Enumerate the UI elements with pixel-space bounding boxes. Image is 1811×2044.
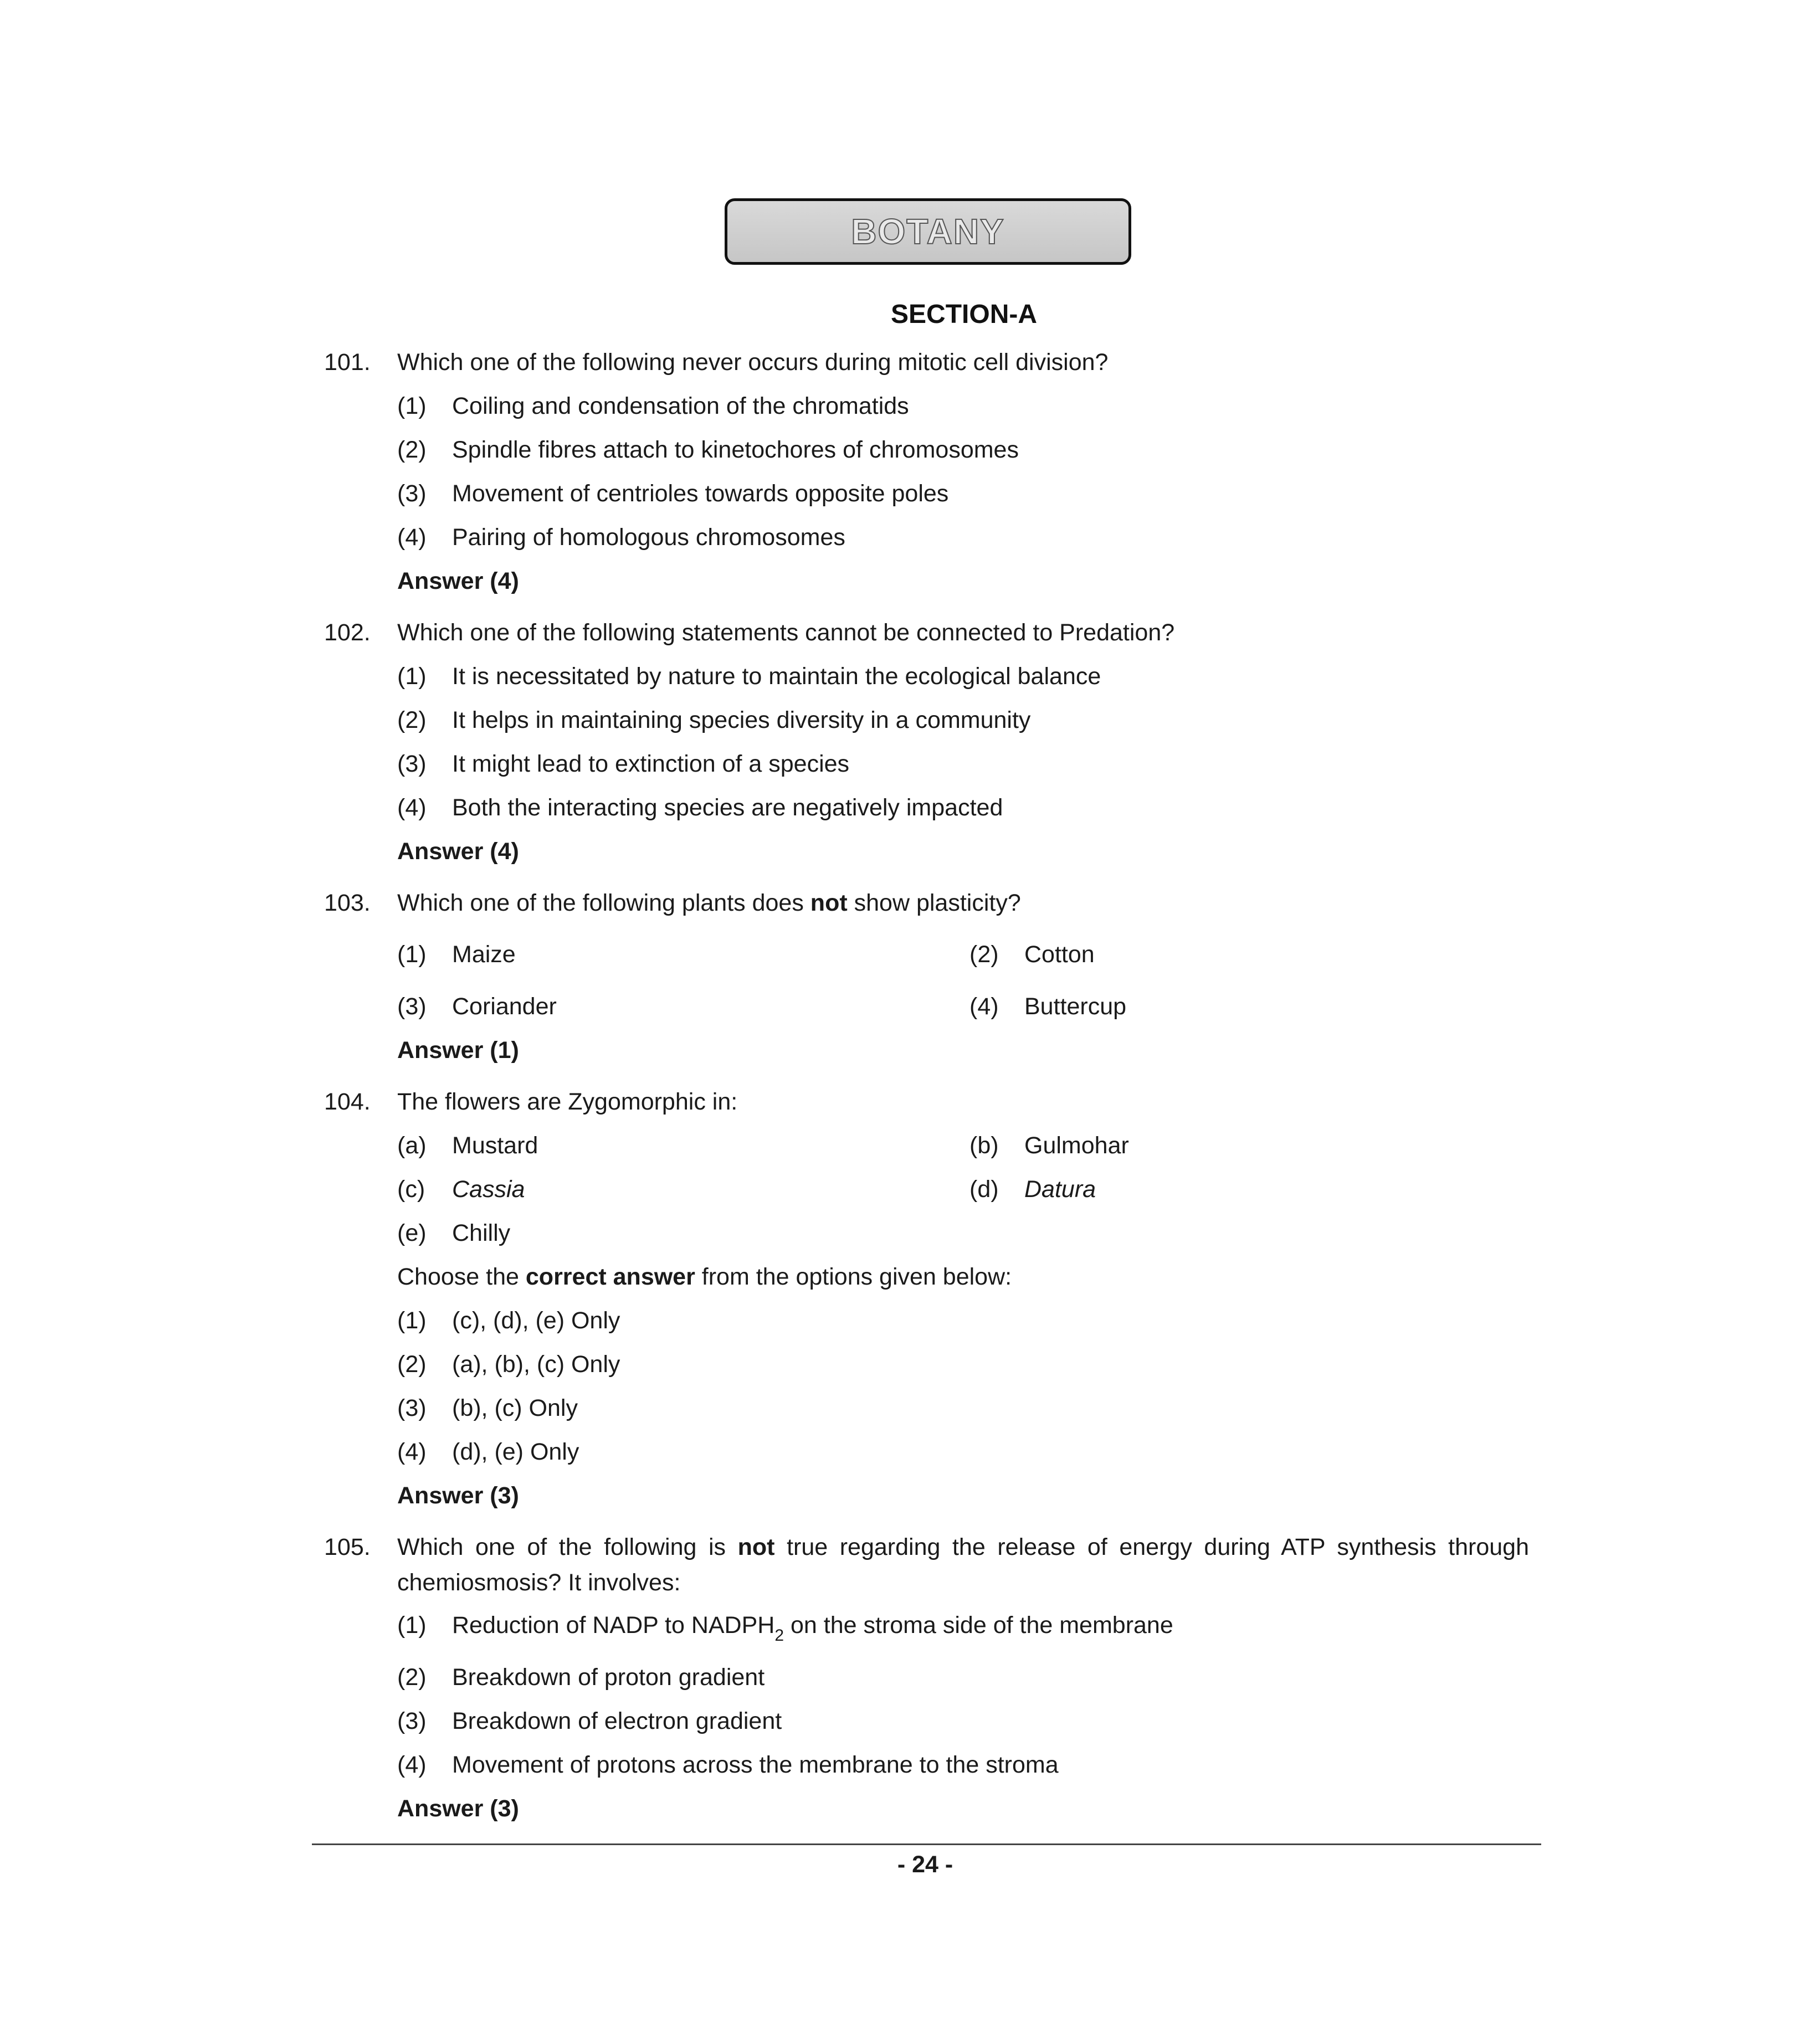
- item-label: (b): [969, 1132, 999, 1159]
- subject-title: BOTANY: [851, 212, 1005, 251]
- item-text: Chilly: [452, 1220, 511, 1246]
- option-text: Reduction of NADP to $NADPH_2$ on the stroma side of the membrane: [452, 1612, 1173, 1645]
- option-text: (a), (b), (c) Only: [452, 1351, 620, 1378]
- question-number: 101.: [324, 349, 371, 376]
- option-label: (4): [397, 794, 427, 821]
- option-label: (2): [969, 941, 999, 968]
- answer-text: Answer (3): [397, 1482, 519, 1509]
- option-text: (c), (d), (e) Only: [452, 1307, 620, 1334]
- item-text: Datura: [1024, 1176, 1096, 1203]
- option-text: (b), (c) Only: [452, 1395, 578, 1421]
- option-label: (4): [397, 524, 427, 551]
- option-text: Coriander: [452, 993, 557, 1020]
- page-number: - 24 -: [897, 1851, 953, 1878]
- option-text: Maize: [452, 941, 516, 968]
- option-label: (1): [397, 941, 427, 968]
- option-label: (1): [397, 1307, 427, 1334]
- item-text: Cassia: [452, 1176, 525, 1203]
- option-label: (2): [397, 707, 427, 733]
- option-text: It is necessitated by nature to maintain the ecological balance: [452, 663, 1101, 690]
- item-label: (a): [397, 1132, 427, 1159]
- question-text: Which one of the following plants does not show plasticity?: [397, 890, 1021, 916]
- subject-banner: [725, 198, 1131, 265]
- option-label: (4): [397, 1439, 427, 1465]
- option-label: (4): [969, 993, 999, 1020]
- option-text: Breakdown of proton gradient: [452, 1664, 765, 1691]
- item-text: Gulmohar: [1024, 1132, 1129, 1159]
- option-text: It might lead to extinction of a species: [452, 751, 850, 777]
- option-label: (3): [397, 1395, 427, 1421]
- question-text: The flowers are Zygomorphic in:: [397, 1088, 738, 1115]
- option-text: Both the interacting species are negatively impacted: [452, 794, 1003, 821]
- item-label: (e): [397, 1220, 427, 1246]
- option-label: (3): [397, 751, 427, 777]
- option-label: (2): [397, 1664, 427, 1691]
- option-text: Spindle fibres attach to kinetochores of chromosomes: [452, 436, 1019, 463]
- section-title: SECTION-A: [891, 300, 1037, 329]
- answer-text: Answer (4): [397, 568, 519, 594]
- option-text: Movement of centrioles towards opposite poles: [452, 480, 949, 507]
- option-label: (4): [397, 1752, 427, 1778]
- answer-text: Answer (4): [397, 838, 519, 865]
- question-text: Which one of the following statements cannot be connected to Predation?: [397, 619, 1175, 646]
- question-number: 105.: [324, 1534, 371, 1560]
- item-label: (d): [969, 1176, 999, 1203]
- question-text: Which one of the following is not true regarding the release of energy during ATP synthesis through chemiosmosis? It involves:: [397, 1534, 1529, 1596]
- option-label: (2): [397, 1351, 427, 1378]
- option-text: (d), (e) Only: [452, 1439, 579, 1465]
- option-text: Buttercup: [1024, 993, 1127, 1020]
- option-label: (1): [397, 1612, 427, 1639]
- option-text: Coiling and condensation of the chromatids: [452, 393, 909, 419]
- question-number: 104.: [324, 1088, 371, 1115]
- option-label: (1): [397, 663, 427, 690]
- answer-text: Answer (3): [397, 1795, 519, 1822]
- instruction-text: Choose the correct answer from the options given below:: [397, 1264, 1012, 1290]
- question-text: Which one of the following never occurs during mitotic cell division?: [397, 349, 1109, 376]
- option-label: (1): [397, 393, 427, 419]
- question-number: 103.: [324, 890, 371, 916]
- option-text: It helps in maintaining species diversity in a community: [452, 707, 1031, 733]
- answer-text: Answer (1): [397, 1037, 519, 1064]
- item-text: Mustard: [452, 1132, 538, 1159]
- item-label: (c): [397, 1176, 425, 1203]
- option-text: Movement of protons across the membrane to the stroma: [452, 1752, 1059, 1778]
- option-label: (3): [397, 480, 427, 507]
- option-label: (2): [397, 436, 427, 463]
- option-text: Cotton: [1024, 941, 1095, 968]
- footer-divider: [312, 1843, 1541, 1845]
- question-number: 102.: [324, 619, 371, 646]
- option-label: (3): [397, 993, 427, 1020]
- option-text: Breakdown of electron gradient: [452, 1708, 782, 1734]
- option-label: (3): [397, 1708, 427, 1734]
- option-text: Pairing of homologous chromosomes: [452, 524, 845, 551]
